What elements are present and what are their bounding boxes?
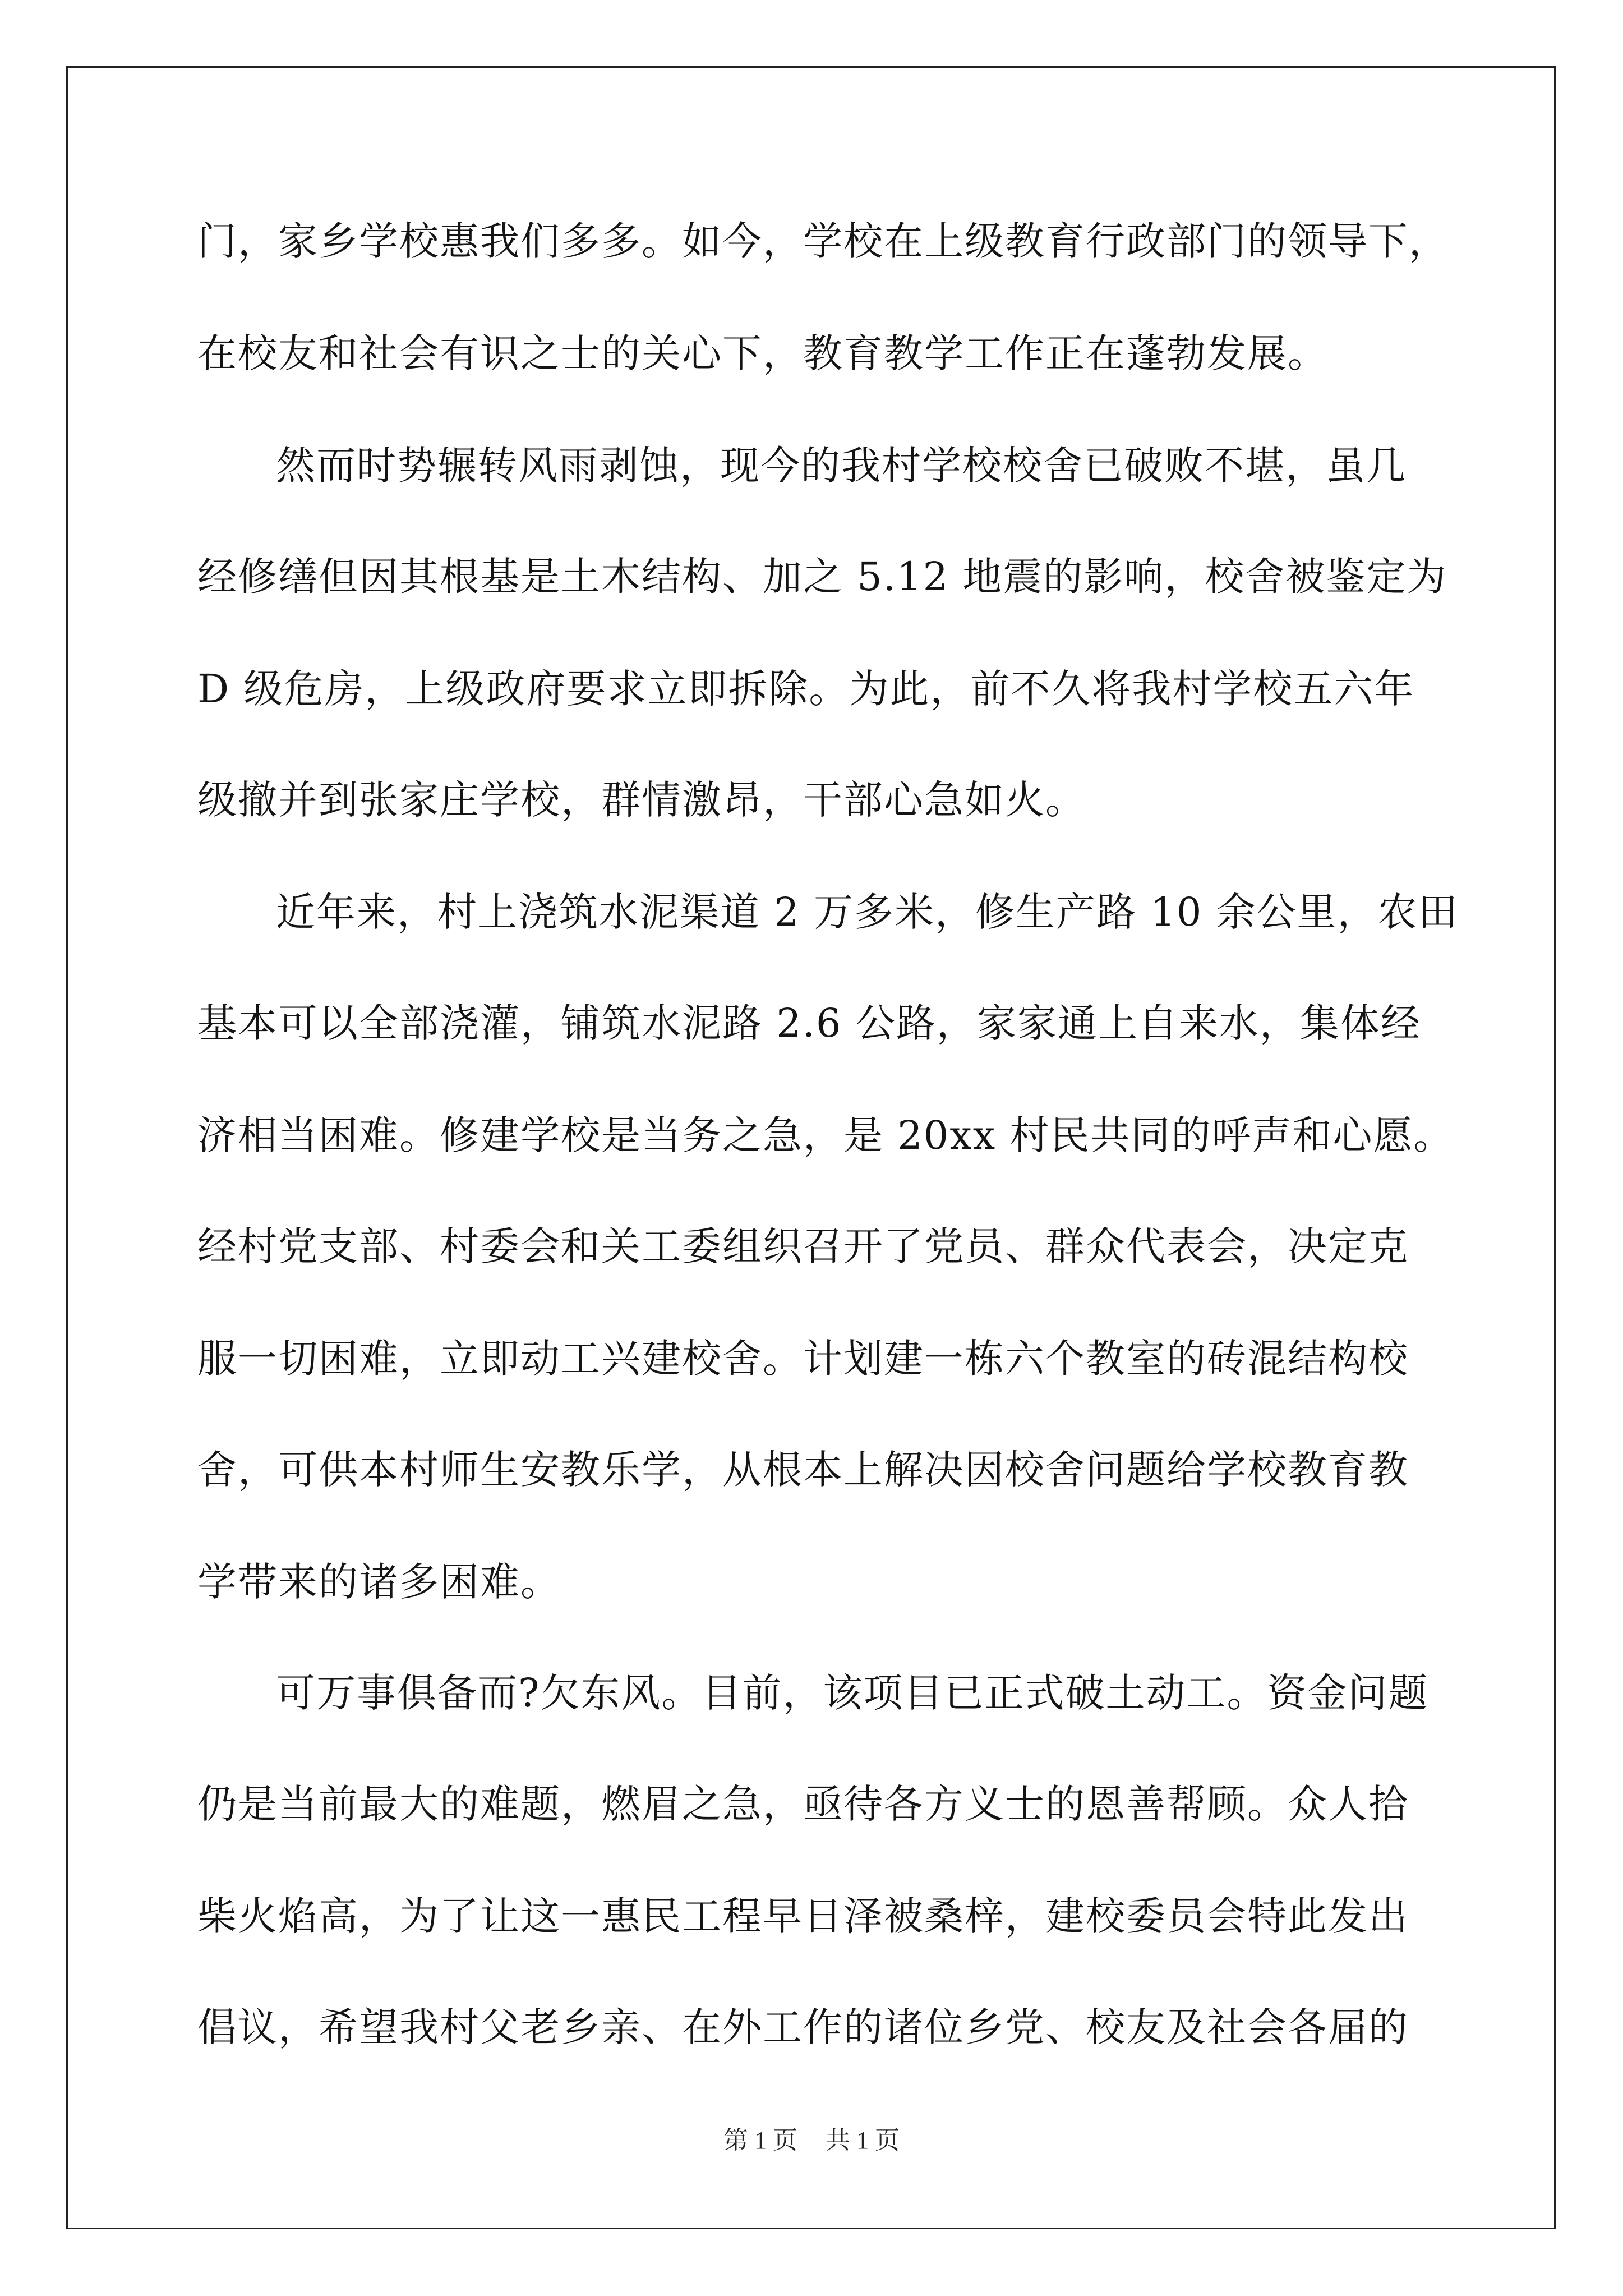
page-footer [0, 2124, 1623, 2157]
text-line: D 级危房，上级政府要求立即拆除。为此，前不久将我村学校五六年 [197, 666, 1415, 712]
text-line: 仍是当前最大的难题，燃眉之急，亟待各方义士的恩善帮顾。众人拾 [197, 1781, 1409, 1827]
text-line: 近年来，村上浇筑水泥渠道 2 万多米，修生产路 10 余公里，农田 [276, 889, 1459, 935]
text-line: 舍，可供本村师生安教乐学，从根本上解决因校舍问题给学校教育教 [197, 1447, 1409, 1493]
text-line: 门，家乡学校惠我们多多。如今，学校在上级教育行政部门的领导下， [197, 218, 1449, 264]
text-line: 经村党支部、村委会和关工委组织召开了党员、群众代表会，决定克 [197, 1223, 1409, 1269]
text-line: 济相当困难。修建学校是当务之急，是 20xx 村民共同的呼声和心愿。 [197, 1112, 1454, 1158]
text-line: 可万事俱备而?欠东风。目前，该项目已正式破土动工。资金问题 [276, 1670, 1429, 1716]
page-total: 共 1 页 [826, 2127, 900, 2154]
text-line: 然而时势辗转风雨剥蚀，现今的我村学校校舍已破败不堪，虽几 [276, 443, 1407, 489]
text-line: 经修缮但因其根基是土木结构、加之 5.12 地震的影响，校舍被鉴定为 [197, 554, 1447, 600]
text-line: 柴火焰高，为了让这一惠民工程早日泽被桑梓，建校委员会特此发出 [197, 1893, 1409, 1939]
text-line: 倡议，希望我村父老乡亲、在外工作的诸位乡党、校友及社会各届的 [197, 2004, 1409, 2050]
text-line: 级撤并到张家庄学校，群情激昂，干部心急如火。 [197, 777, 1086, 823]
text-line: 服一切困难，立即动工兴建校舍。计划建一栋六个教室的砖混结构校 [197, 1336, 1409, 1382]
text-line: 在校友和社会有识之士的关心下，教育教学工作正在蓬勃发展。 [197, 330, 1328, 376]
text-line: 基本可以全部浇灌，铺筑水泥路 2.6 公路，家家通上自来水，集体经 [197, 1000, 1421, 1046]
text-line: 学带来的诸多困难。 [197, 1559, 561, 1605]
page-number: 第 1 页 [723, 2127, 797, 2154]
